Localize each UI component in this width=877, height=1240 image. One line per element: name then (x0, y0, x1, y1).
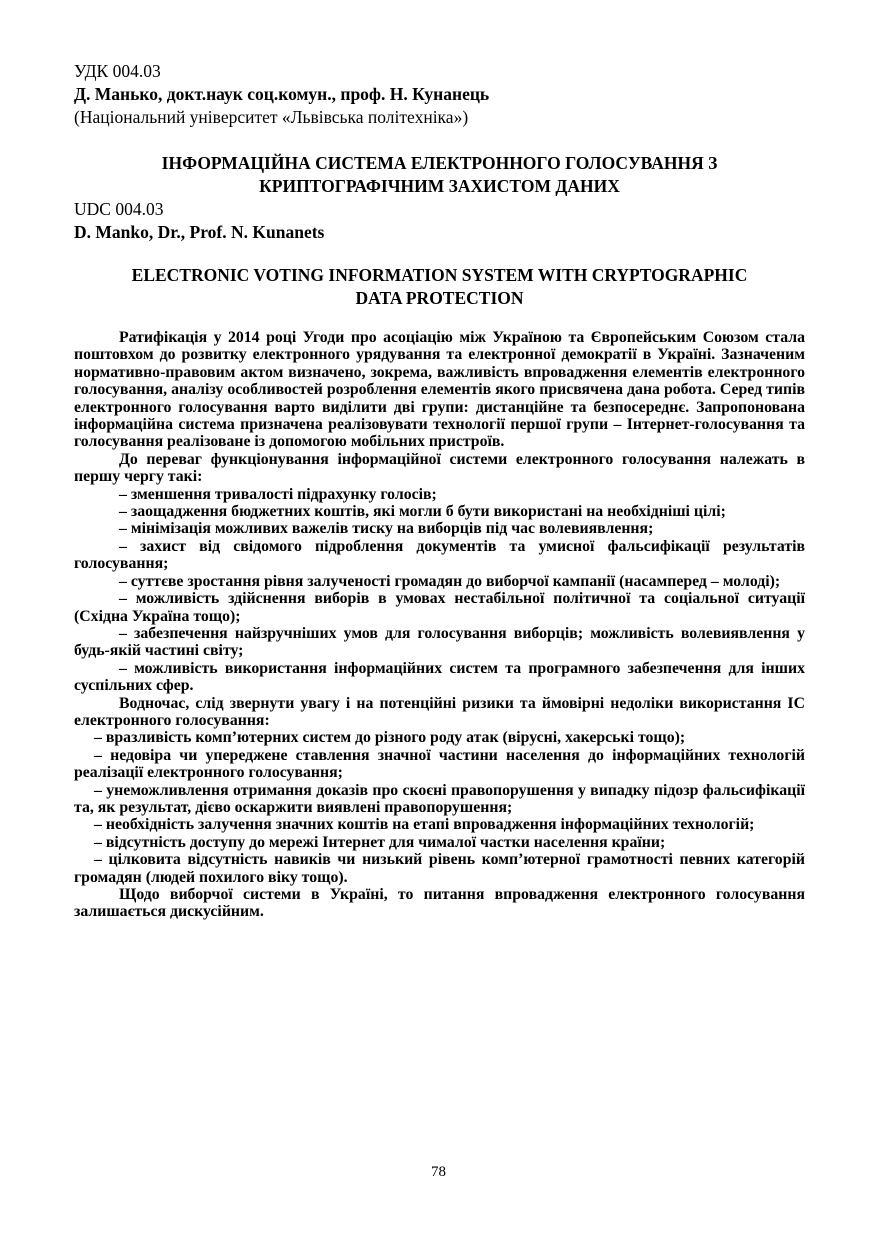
paragraph-intro: Ратифікація у 2014 році Угоди про асоціацію між Україною та Європейським Союзом стала поштовхом до розвитку електронного урядування та електронної демократії в Україні. Зазначеним нормативно-правовим актом визначено, зокрема, важливість впровадження елементів електронного голосування, аналізу особливостей розроблення елементів якого присвячена дана робота. Серед типів електронного голосування варто виділити дві групи: дистанційне та безпосереднє. Запропонована інформаційна система призначена реалізовувати технології першої групи – Інтернет-голосування та голосування реалізоване із допомогою мобільних пристроїв. (74, 329, 805, 451)
authors-ua: Д. Манько, докт.наук соц.комун., проф. Н. Кунанець (74, 84, 490, 104)
page-number: 78 (431, 1164, 446, 1180)
authors-en: D. Manko, Dr., Prof. N. Kunanets (74, 222, 325, 242)
paper-page (74, 60, 805, 921)
list-item: – забезпечення найзручніших умов для голосування виборців; можливість волевиявлення у будь-якій частині світу; (74, 624, 805, 660)
list-item: – мінімізація можливих важелів тиску на виборців під час волевиявлення; (119, 520, 654, 538)
title-ua-line2: КРИПТОГРАФІЧНИМ ЗАХИСТОМ ДАНИХ (259, 176, 620, 196)
title-en (74, 264, 805, 310)
paragraph-advantages-lead: До переваг функціонування інформаційної системи електронного голосування належать в першу чергу такі: (74, 450, 805, 486)
paragraph-risks-lead: Водночас, слід звернути увагу і на потенційні ризики та ймовірні недоліки використання ІС електронного голосування: (74, 694, 805, 729)
title-en-line1: ELECTRONIC VOTING INFORMATION SYSTEM WITH CRYPTOGRAPHIC (131, 265, 748, 285)
title-ua-line1: ІНФОРМАЦІЙНА СИСТЕМА ЕЛЕКТРОННОГО ГОЛОСУВАННЯ З (161, 153, 718, 173)
list-item: – захист від свідомого підроблення документів та умисної фальсифікації результатів голосування; (74, 537, 805, 573)
list-item: – суттєве зростання рівня залученості громадян до виборчої кампанії (насамперед – молоді); (119, 572, 781, 590)
list-item: – можливість використання інформаційних систем та програмного забезпечення для інших суспільних сфер. (74, 659, 805, 695)
list-item: – недовіра чи упереджене ставлення значної частини населення до інформаційних технологій реалізації електронного голосування; (74, 746, 805, 782)
list-item: – заощадження бюджетних коштів, які могли б бути використані на необхідніші цілі; (119, 503, 726, 521)
abstract-body (74, 329, 805, 921)
list-item: – вразливість комп’ютерних систем до різного роду атак (вірусні, хакерські тощо); (94, 729, 686, 747)
list-item: – відсутність доступу до мережі Інтернет для чималої частки населення країни; (94, 833, 666, 851)
udc-ua: УДК 004.03 (74, 61, 161, 81)
list-item: – можливість здійснення виборів в умовах нестабільної політичної та соціальної ситуації (Східна Україна тощо); (74, 590, 805, 625)
affiliation-ua: (Національний університет «Львівська політехніка») (74, 107, 469, 127)
paragraph-conclusion: Щодо виборчої системи в Україні, то питання впровадження електронного голосування залишається дискусійним. (74, 886, 805, 921)
list-item: – унеможливлення отримання доказів про скоєні правопорушення у випадку підозр фальсифікації та, як результат, дієво оскаржити виявлені правопорушення; (74, 781, 805, 816)
list-item: – цілковита відсутність навиків чи низький рівень комп’ютерної грамотності певних категорій громадян (людей похилого віку тощо). (74, 851, 805, 886)
udc-en: UDC 004.03 (74, 199, 164, 219)
list-item: – зменшення тривалості підрахунку голосів; (119, 485, 437, 503)
title-ua (74, 152, 805, 198)
list-item: – необхідність залучення значних коштів на етапі впровадження інформаційних технологій; (94, 816, 755, 834)
title-en-line2: DATA PROTECTION (355, 288, 524, 308)
